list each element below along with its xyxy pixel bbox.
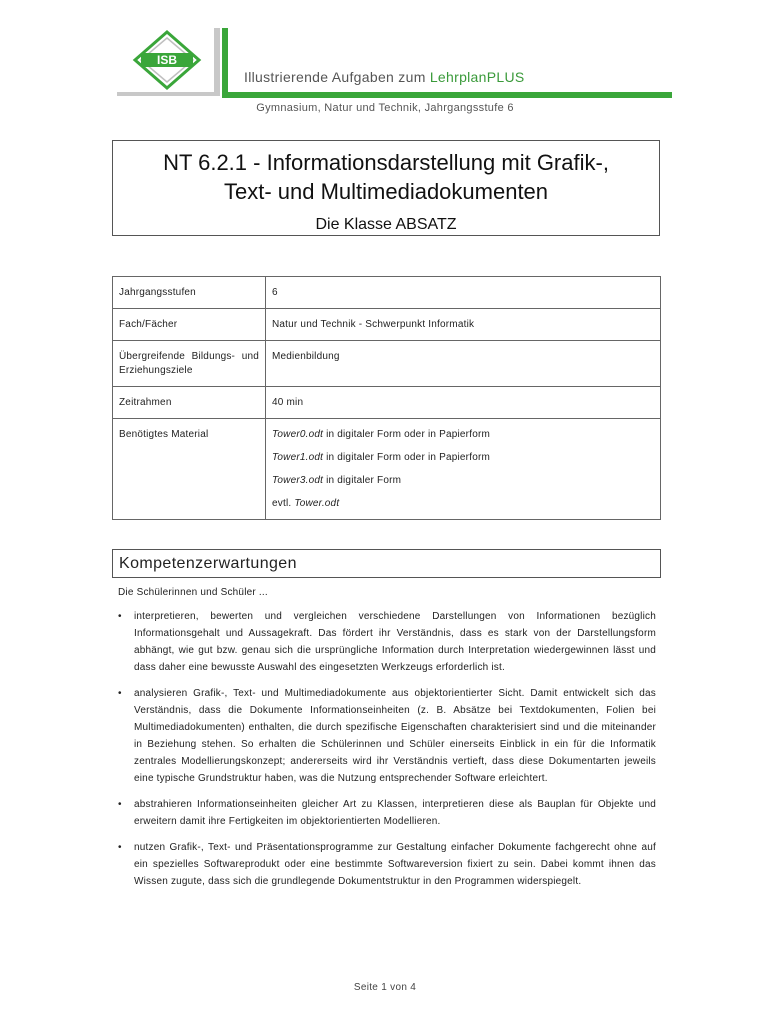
bullet-icon: •	[118, 842, 122, 853]
competency-list	[118, 608, 656, 899]
list-item	[118, 796, 656, 830]
header-accent-horizontal	[222, 92, 672, 98]
logo-text: ISB	[156, 53, 178, 67]
title-box	[112, 140, 660, 236]
list-item	[118, 839, 656, 890]
list-item-text: nutzen Grafik-, Text- und Präsentationsprogramme zur Gestaltung einfacher Dokumente fachgerecht ohne auf ein spezielles Softwareprodukt oder eine bestimmte Softwareversion fixiert zu sein. Dabei kommt ihnen das Wissen zugute, dass sich die grundlegende Dokumentstruktur in den Programmen widerspiegelt.	[134, 842, 656, 887]
material-file: Tower1.odt	[272, 452, 324, 463]
header-title-brand: LehrplanPLUS	[429, 69, 525, 85]
table-row	[113, 277, 661, 309]
list-item-text: abstrahieren Informationseinheiten gleicher Art zu Klassen, interpretieren diese als Bauplan für Objekte und erweitern damit ihre Fertigkeiten im objektorientierten Modellieren.	[134, 799, 656, 827]
row-key: Fach/Fächer	[113, 309, 266, 341]
material-text: in digitaler Form oder in Papierform	[323, 429, 491, 440]
list-item-text: analysieren Grafik-, Text- und Multimediadokumente aus objektorientierter Sicht. Damit entwickelt sich das Verständnis, dass die Dokumente Informationseinheiten (z. B. Absätze bei Textdokumenten, Folien bei Multimediadokumenten) enthalten, die durch spezifische Eigenschaften charakterisiert sind und die miteinander in Beziehung stehen. So erhalten die Schülerinnen und Schüler einerseits Einblick in ein für die Informatik zentrales Modellierungskonzept; andererseits wird ihr Verständnis vertieft, dass diese Dokumentarten jeweils eine typische Grundstruktur haben, was die Nutzung entsprechender Software erleichtert.	[134, 688, 656, 784]
material-item	[272, 428, 654, 442]
row-value: Medienbildung	[266, 341, 661, 387]
logo-divider-vertical	[214, 28, 220, 94]
info-table	[112, 276, 661, 520]
material-item	[272, 497, 654, 511]
table-row	[113, 387, 661, 419]
material-file: Tower.odt	[294, 498, 340, 509]
row-value: Natur und Technik - Schwerpunkt Informatik	[266, 309, 661, 341]
page-number: Seite 1 von 4	[353, 982, 417, 993]
header-title-prefix: Illustrierende Aufgaben zum	[244, 69, 430, 85]
isb-logo	[117, 28, 217, 92]
bullet-icon: •	[118, 799, 122, 810]
row-key: Benötigtes Material	[113, 419, 266, 520]
row-key: Übergreifende Bildungs- und Erziehungsziele	[113, 341, 266, 387]
material-text: in digitaler Form	[323, 475, 402, 486]
list-item	[118, 608, 656, 676]
document-title-line1: NT 6.2.1 - Informationsdarstellung mit Grafik-,	[163, 150, 609, 175]
document-title	[113, 148, 659, 206]
table-row	[113, 309, 661, 341]
material-item	[272, 474, 654, 488]
row-key: Zeitrahmen	[113, 387, 266, 419]
list-item-text: interpretieren, bewerten und vergleichen verschiedene Darstellungen von Informationen bezüglich Informationsgehalt und Aussagekraft. Das fördert ihr Verständnis, dass es stark von der Darstellungsform abhängt, wie gut bzw. genau sich die ursprüngliche Information durch Interpretation wiedergewinnen lässt und dass daher eine bewusste Auswahl des eingesetzten Werkzeugs erforderlich ist.	[134, 611, 656, 673]
logo-divider-horizontal	[117, 92, 220, 96]
header-subtitle: Gymnasium, Natur und Technik, Jahrgangsstufe 6	[256, 102, 514, 114]
row-value: 6	[266, 277, 661, 309]
section-intro: Die Schülerinnen und Schüler ...	[118, 587, 268, 598]
document-title-line2: Text- und Multimediadokumenten	[223, 179, 549, 204]
list-item	[118, 685, 656, 787]
material-file: Tower3.odt	[272, 475, 324, 486]
table-row	[113, 419, 661, 520]
material-list	[266, 419, 661, 520]
section-heading: Kompetenzerwartungen	[112, 549, 661, 578]
material-item	[272, 451, 654, 465]
row-value: 40 min	[266, 387, 661, 419]
header-accent-vertical	[222, 28, 228, 96]
row-key: Jahrgangsstufen	[113, 277, 266, 309]
bullet-icon: •	[118, 611, 122, 622]
material-prefix: evtl.	[272, 498, 295, 509]
table-row	[113, 341, 661, 387]
material-file: Tower0.odt	[272, 429, 324, 440]
bullet-icon: •	[118, 688, 122, 699]
document-subtitle: Die Klasse ABSATZ	[315, 216, 457, 233]
material-text: in digitaler Form oder in Papierform	[323, 452, 491, 463]
header-title	[244, 69, 525, 85]
